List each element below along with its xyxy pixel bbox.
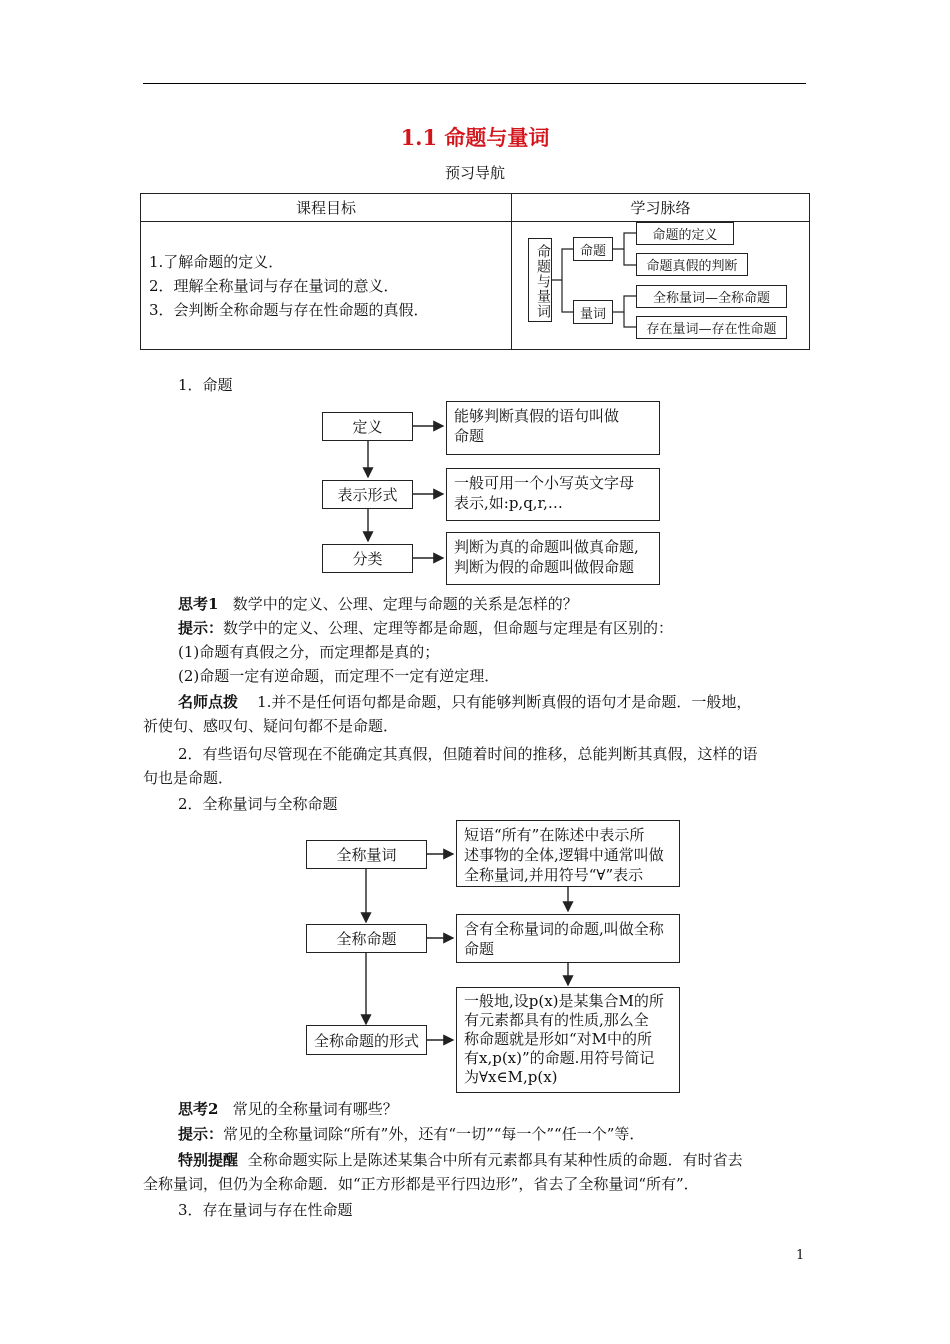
flow-text-universal-quantifier	[456, 820, 680, 887]
think1-line	[178, 592, 578, 616]
flow-text-line: 称命题就是形如“对M中的所	[464, 1030, 653, 1048]
teacher-text: 句也是命题．	[143, 769, 234, 787]
flow-label-universal-quantifier: 全称量词	[306, 840, 427, 869]
hint-label: 提示：	[178, 1125, 224, 1143]
page-subtitle: 预习导航	[444, 164, 505, 182]
special-label: 特别提醒	[178, 1151, 239, 1169]
flow-text-universal-proposition	[456, 914, 680, 963]
flow-text-line: 判断为假的命题叫做假命题	[454, 558, 635, 576]
section-heading: 1．命题	[178, 376, 233, 394]
flow-text-line: 一般可用一个小写英文字母	[454, 474, 635, 492]
flow-text-definition	[446, 401, 660, 455]
flow-text-universal-form	[456, 987, 680, 1093]
flow-label-universal-proposition: 全称命题	[306, 924, 427, 953]
flow-text-line: 为∀x∈M,p(x)	[464, 1068, 558, 1086]
hint-text: 数学中的定义、公理、定理等都是命题，但命题与定理是有区别的：	[223, 619, 674, 637]
flow-text-line: 有x,p(x)”的命题.用符号简记	[464, 1049, 655, 1067]
flow-text-line: 有元素都具有的性质,那么全	[464, 1011, 649, 1029]
goal-item: 2．理解全称量词与存在量词的意义．	[149, 276, 399, 295]
flow-label-definition: 定义	[322, 412, 413, 441]
flow-text-line: 能够判断真假的语句叫做	[454, 407, 620, 425]
goal-item: 3．会判断全称命题与存在性命题的真假．	[149, 300, 429, 319]
flow-text-line: 述事物的全体,逻辑中通常叫做	[464, 846, 664, 864]
hint-label: 提示：	[178, 619, 224, 637]
flow-label-classification: 分类	[322, 544, 413, 573]
goal-col-header: 课程目标	[141, 194, 512, 222]
teacher-label: 名师点拨	[178, 693, 239, 711]
special-line	[178, 1148, 743, 1172]
flow-text-line: 判断为真的命题叫做真命题,	[454, 538, 639, 556]
tree-leaf: 存在量词—存在性命题	[636, 316, 787, 339]
hint-point: (2)命题一定有逆命题，而定理不一定有逆定理．	[178, 667, 500, 685]
flow-label-form: 表示形式	[322, 480, 413, 509]
flow-text-line: 表示,如:p,q,r,…	[454, 494, 563, 512]
section-heading: 2．全称量词与全称命题	[178, 795, 338, 813]
flow-text-form	[446, 468, 660, 521]
page-number: 1	[796, 1248, 805, 1263]
flow-text-line: 全称量词,并用符号“∀”表示	[464, 866, 644, 884]
tree-branch-quantifier: 量词	[573, 300, 613, 324]
teacher-text: 2．有些语句尽管现在不能确定其真假，但随着时间的推移，总能判断其真假，这样的语	[178, 745, 758, 763]
tree-leaf: 命题的定义	[636, 222, 734, 245]
flow-text-line: 一般地,设p(x)是某集合M的所	[464, 992, 664, 1010]
hint-point: (1)命题有真假之分，而定理都是真的；	[178, 643, 440, 661]
section-heading: 3．存在量词与存在性命题	[178, 1201, 353, 1219]
special-text: 全称命题实际上是陈述某集合中所有元素都具有某种性质的命题．有时省去	[247, 1151, 743, 1169]
flow-text-line: 命题	[454, 427, 485, 445]
think-label: 思考2	[178, 1100, 219, 1118]
teacher-text: 1.并不是任何语句都是命题，只有能够判断真假的语句才是命题．一般地，	[257, 693, 752, 711]
page-title: 1.1 命题与量词	[400, 125, 550, 150]
goal-item: 1.了解命题的定义．	[149, 252, 284, 271]
hint2-line	[178, 1122, 644, 1146]
flow-text-line: 短语“所有”在陈述中表示所	[464, 826, 645, 844]
flow-text-classification	[446, 532, 660, 585]
special-text: 全称量词，但仍为全称命题．如“正方形都是平行四边形”，省去了全称量词“所有”．	[143, 1175, 699, 1193]
tree-root: 命题与量词	[528, 238, 552, 322]
teacher-tip-line	[178, 690, 751, 714]
think-question: 数学中的定义、公理、定理与命题的关系是怎样的？	[232, 595, 578, 613]
map-col-header: 学习脉络	[512, 194, 810, 222]
flow-label-universal-form: 全称命题的形式	[306, 1025, 427, 1055]
think2-line	[178, 1097, 398, 1121]
think-label: 思考1	[178, 595, 219, 613]
hint-text: 常见的全称量词除“所有”外，还有“一切”“每一个”“任一个”等．	[223, 1125, 645, 1143]
tree-branch-proposition: 命题	[573, 237, 613, 261]
hint1-line	[178, 616, 673, 640]
teacher-text: 祈使句、感叹句、疑问句都不是命题．	[143, 717, 399, 735]
flow-text-line: 含有全称量词的命题,叫做全称	[464, 920, 664, 938]
flow-text-line: 命题	[464, 940, 495, 958]
think-question: 常见的全称量词有哪些？	[232, 1100, 398, 1118]
tree-leaf: 命题真假的判断	[636, 253, 748, 276]
tree-leaf: 全称量词—全称命题	[636, 285, 787, 308]
